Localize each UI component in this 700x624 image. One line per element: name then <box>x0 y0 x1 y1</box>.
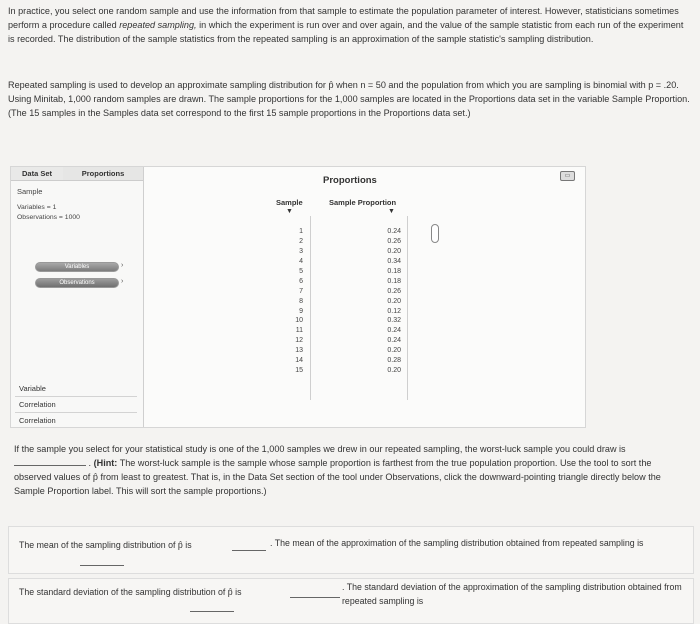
sample-cell: 12 <box>295 337 303 345</box>
sample-cell: 4 <box>299 257 303 265</box>
proportion-cell: 0.24 <box>387 228 401 235</box>
proportion-cell: 0.20 <box>387 367 401 375</box>
sample-cell: 9 <box>299 307 303 315</box>
sample-cell: 15 <box>295 367 303 375</box>
sample-cell: 1 <box>299 228 303 235</box>
observations-count: Observations = 1000 <box>17 214 80 221</box>
intro-text-a: In practice, you select one random sample and use the information from that sample to estimate the population parameter of interest. However, statisticians sometimes perform a procedure called <box>8 6 679 30</box>
question-text-a: If the sample you select for your statistical study is one of the 1,000 samples we drew in our repeated sampling, the worst-luck sample you could draw is <box>14 444 626 454</box>
chevron-right-icon: › <box>121 262 124 269</box>
tab-proportions[interactable]: Proportions <box>63 167 143 181</box>
column-divider <box>310 216 311 400</box>
question-text-b: The worst-luck sample is the sample whose sample proportion is farthest from the true population proportion. Use the tool to sort the observed values of p̂ from least to greatest. That is, in the Data Set section of the tool under Observations, click the downward-pointing triangle directly below the Sample Proportion label. This will sort the sample proportions.) <box>14 458 661 496</box>
proportion-cell: 0.32 <box>387 317 401 325</box>
sample-cell: 11 <box>295 327 303 335</box>
chevron-right-icon: › <box>121 278 124 285</box>
sample-cell: 7 <box>299 287 303 295</box>
table-title: Proportions <box>323 175 377 186</box>
proportion-cell: 0.18 <box>387 267 401 275</box>
question-paragraph: If the sample you select for your statistical study is one of the 1,000 samples we drew in our repeated sampling, the worst-luck sample you could draw is . (Hint: The worst-luck sample is the sample whose sample proportion is farthest from the true population proportion. Use the tool to sort the observed values of p̂ from least to greatest. That is, in the Data Set section of the tool under Observations, click the downward-pointing triangle directly below the Sample Proportion label. This will sort the sample proportions.) <box>14 444 661 496</box>
proportion-cell: 0.28 <box>387 357 401 365</box>
tab-data-set[interactable]: Data Set <box>11 167 64 181</box>
variables-button[interactable]: Variables <box>35 262 119 272</box>
sample-cell: 6 <box>299 277 303 285</box>
sample-column <box>273 227 303 376</box>
observations-button[interactable]: Observations <box>35 278 119 288</box>
sd-repeated-blank[interactable] <box>190 602 234 612</box>
tool-left-pane <box>11 167 144 427</box>
variable-section-label[interactable]: Variable <box>19 384 46 393</box>
sample-cell: 3 <box>299 247 303 255</box>
sd-question-text: The standard deviation of the sampling distribution of p̂ is <box>19 587 242 597</box>
sample-cell: 5 <box>299 267 303 275</box>
hint-label: (Hint: <box>93 458 118 468</box>
sample-cell: 2 <box>299 237 303 245</box>
data-set-tool <box>10 166 586 428</box>
proportion-cell: 0.20 <box>387 347 401 355</box>
mean-repeated-blank[interactable] <box>80 556 124 566</box>
mean-question-text-b: . The mean of the approximation of the sampling distribution obtained from repeated sampling is <box>270 538 644 548</box>
column-divider <box>407 216 408 400</box>
proportion-cell: 0.24 <box>387 337 401 345</box>
tool-tabs <box>11 167 143 181</box>
sample-cell: 14 <box>295 357 303 365</box>
proportion-cell: 0.34 <box>387 257 401 265</box>
divider <box>15 396 137 397</box>
mean-question-text <box>19 538 265 552</box>
proportion-cell: 0.18 <box>387 277 401 285</box>
sample-label[interactable]: Sample <box>17 187 43 196</box>
mean-text-a: The mean of the sampling distribution of p̂ is <box>19 540 192 550</box>
proportion-cell: 0.20 <box>387 297 401 305</box>
sort-sample-triangle-icon[interactable]: ▼ <box>286 208 293 215</box>
intro-paragraph-1 <box>8 4 690 46</box>
column-header-sample-proportion: Sample Proportion <box>329 198 397 207</box>
proportion-column <box>365 227 401 376</box>
mean-sampling-blank[interactable] <box>232 541 266 551</box>
correlation-section-label[interactable]: Correlation <box>19 400 56 409</box>
column-header-sample: Sample <box>276 198 303 207</box>
sample-cell: 13 <box>295 347 303 355</box>
proportion-cell: 0.20 <box>387 247 401 255</box>
divider <box>15 412 137 413</box>
intro-paragraph-2: Repeated sampling is used to develop an approximate sampling distribution for p̂ when n = 50 and the population from which you are sampling is binomial with p = .20. Using Minitab, 1,000 random samples are drawn. The sample proportions for the 1,000 samples are located in the Proportions data set in the variable Sample Proportion. (The 15 samples in the Samples data set correspond to the first 15 sample proportions in the Proportions data set.) <box>8 80 690 118</box>
proportion-cell: 0.12 <box>387 307 401 315</box>
intro-emphasis: repeated sampling, <box>119 20 197 30</box>
sort-proportion-triangle-icon[interactable]: ▼ <box>388 208 395 215</box>
correlation-section-label-2[interactable]: Correlation <box>19 416 56 425</box>
table-scrollbar[interactable] <box>431 224 439 243</box>
sample-cell: 10 <box>295 317 303 325</box>
sample-cell: 8 <box>299 297 303 305</box>
intro-text-b: in which the experiment is run over and over again, and the value of the sample statistic from each run of the experiment is recorded. The distribution of the sample statistics from the repeated sampling is an approximation of the sample statistic's sampling distribution. <box>8 20 684 44</box>
fullscreen-icon[interactable]: ▭ <box>560 171 575 181</box>
sd-sampling-blank[interactable] <box>290 588 340 598</box>
sd-question-text-b: . The standard deviation of the approximation of the sampling distribution obtained from repeated sampling is <box>342 582 682 606</box>
variables-count: Variables = 1 <box>17 204 57 211</box>
proportion-cell: 0.26 <box>387 287 401 295</box>
worst-luck-answer-blank[interactable] <box>14 456 86 466</box>
proportion-cell: 0.26 <box>387 237 401 245</box>
proportion-cell: 0.24 <box>387 327 401 335</box>
